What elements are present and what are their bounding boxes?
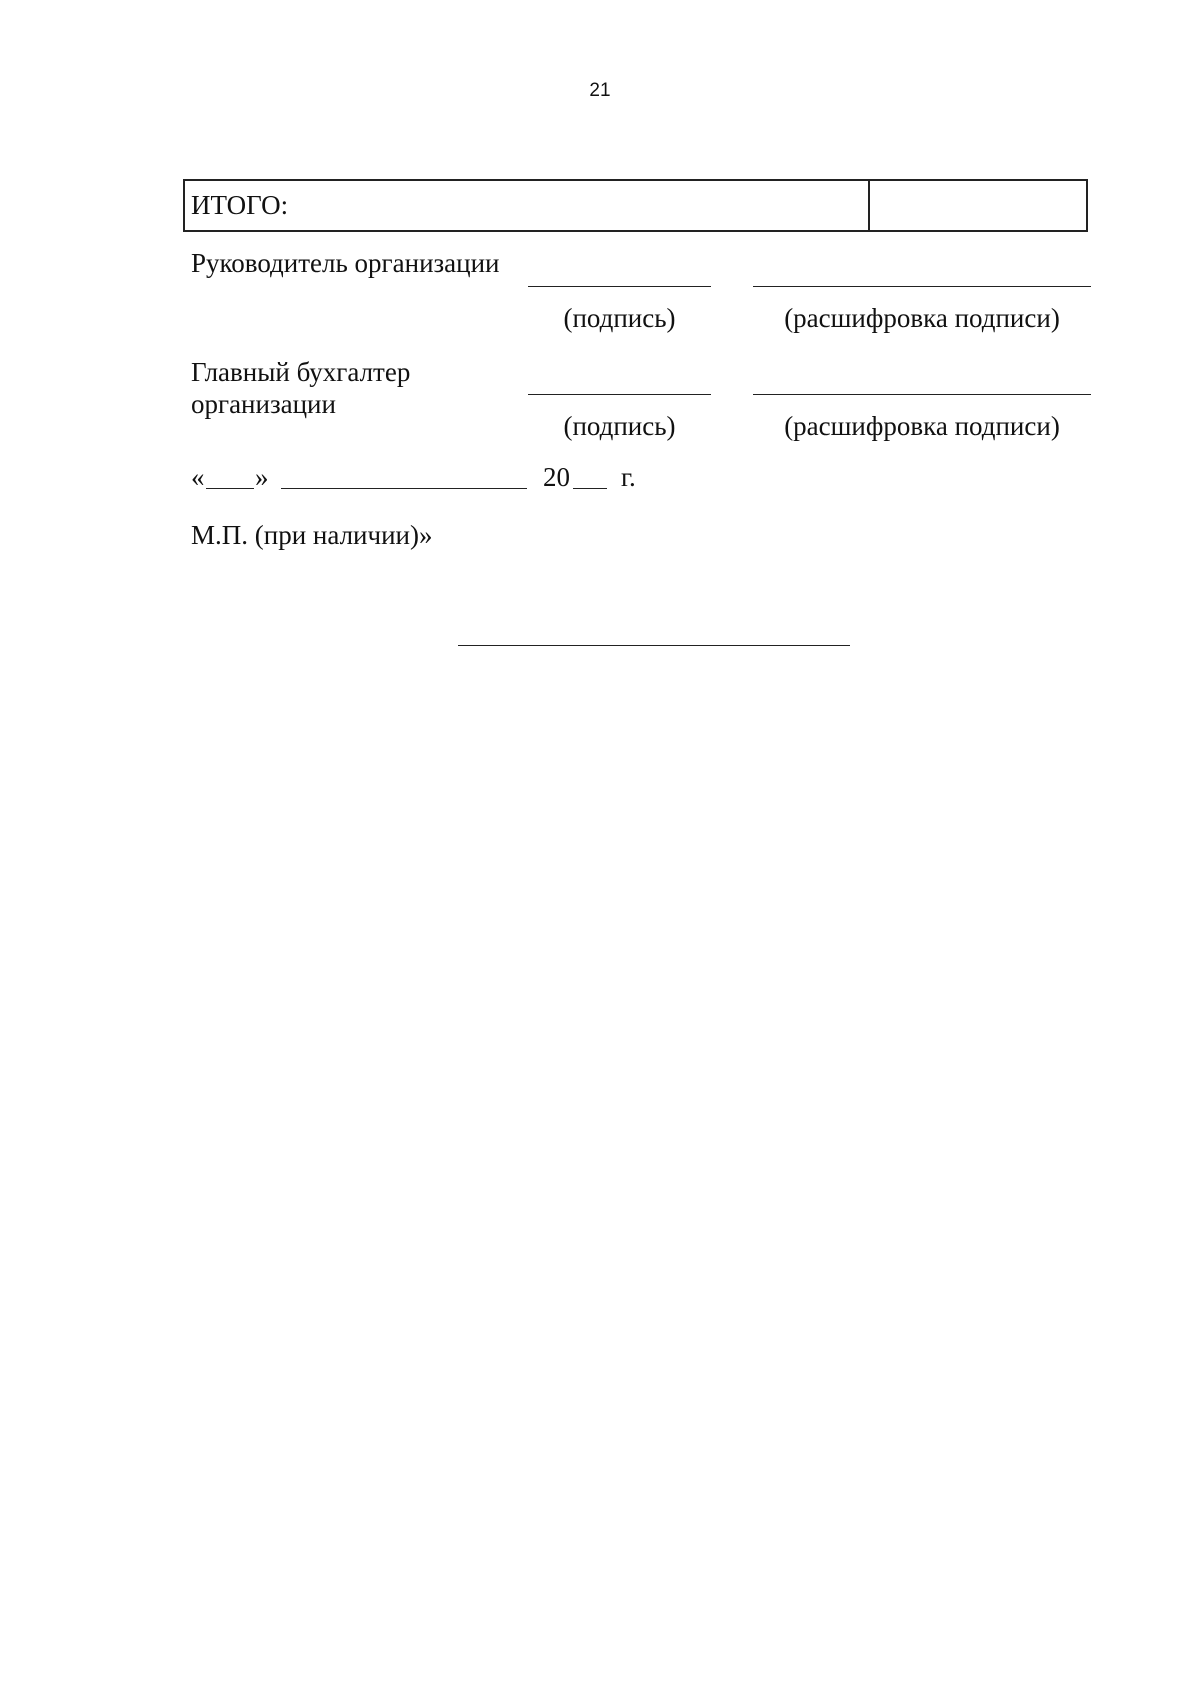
year-prefix: 20 (543, 462, 570, 492)
head-signature-line (528, 286, 711, 287)
head-decryption-caption: (расшифровка подписи) (784, 303, 1060, 333)
accountant-role-label-line2: организации (191, 389, 336, 419)
accountant-decryption-line (753, 394, 1091, 395)
total-label-cell (185, 181, 870, 230)
day-blank (206, 488, 254, 489)
stamp-note: М.П. (при наличии)» (191, 520, 433, 550)
date-open-quote: « (191, 462, 205, 492)
accountant-signature-line (528, 394, 711, 395)
accountant-role-label-line1: Главный бухгалтер (191, 357, 411, 387)
date-close-quote: » (255, 462, 269, 492)
page-number: 21 (589, 80, 611, 101)
month-blank (281, 488, 527, 489)
total-label: ИТОГО: (191, 190, 289, 220)
head-decryption-line (753, 286, 1091, 287)
total-table (183, 179, 1088, 232)
total-value-cell (870, 181, 1086, 230)
head-signature-caption: (подпись) (563, 303, 676, 333)
head-role-label: Руководитель организации (191, 248, 500, 278)
document-end-rule (458, 645, 850, 646)
year-suffix: г. (621, 462, 636, 492)
accountant-decryption-caption: (расшифровка подписи) (784, 411, 1060, 441)
accountant-signature-caption: (подпись) (563, 411, 676, 441)
year-blank (573, 488, 607, 489)
